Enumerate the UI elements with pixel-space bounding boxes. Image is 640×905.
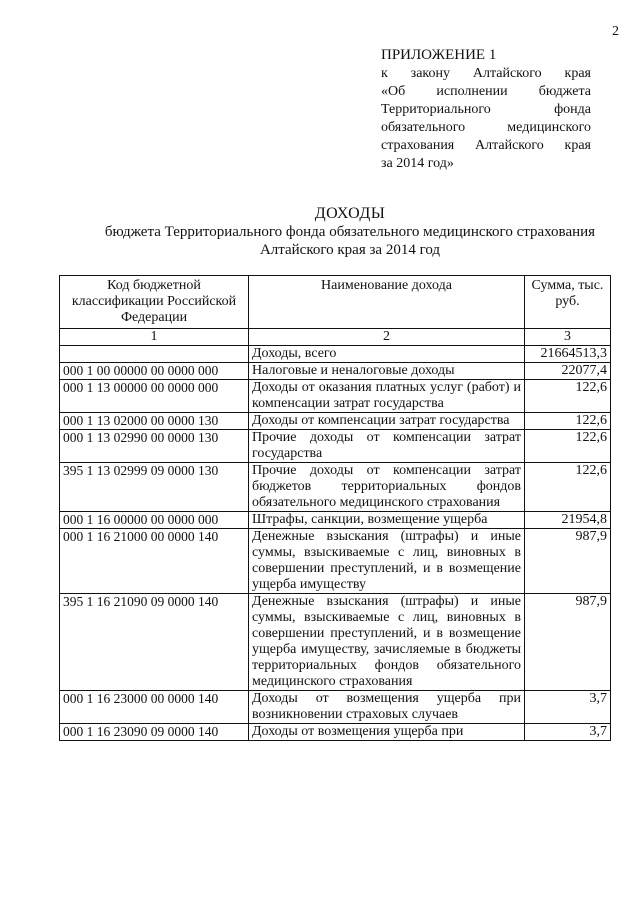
- name-cell: Доходы от возмещения ущерба при возникновении страховых случаев: [249, 691, 525, 724]
- appendix-line: обязательного медицинского: [381, 120, 591, 135]
- code-cell: 395 1 13 02999 09 0000 130: [60, 463, 249, 512]
- header-code: Код бюджетной классификации Российской Федерации: [60, 276, 249, 329]
- name-cell: Доходы от возмещения ущерба при: [249, 724, 525, 741]
- code-cell: 395 1 16 21090 09 0000 140: [60, 594, 249, 691]
- name-cell: Доходы от оказания платных услуг (работ) и компенсации затрат государства: [249, 380, 525, 413]
- appendix-line: страхования Алтайского края: [381, 138, 591, 153]
- name-cell: Денежные взыскания (штрафы) и иные суммы, взыскиваемые с лиц, виновных в совершении преступлений, и в возмещение ущерба имуществу, зачисляемые в бюджеты территориальных фондов обязательного медицинского страхования: [249, 594, 525, 691]
- code-cell: 000 1 13 02000 00 0000 130: [60, 413, 249, 430]
- column-number: 1: [60, 329, 249, 346]
- amount-cell: 3,7: [525, 691, 611, 724]
- title-main: ДОХОДЫ: [314, 205, 386, 222]
- code-cell: 000 1 16 21000 00 0000 140: [60, 529, 249, 594]
- amount-cell: 987,9: [525, 594, 611, 691]
- amount-cell: 21954,8: [525, 512, 611, 529]
- title-line-1: бюджета Территориального фонда обязательного медицинского страхования: [104, 224, 596, 240]
- table-row: [60, 724, 611, 741]
- title-line-2: Алтайского края за 2014 год: [259, 242, 441, 258]
- table-row: [60, 594, 611, 691]
- appendix-line: Территориального фонда: [381, 102, 591, 117]
- page-number: 2: [612, 24, 619, 39]
- amount-cell: 21664513,3: [525, 346, 611, 363]
- amount-cell: 122,6: [525, 463, 611, 512]
- code-cell: 000 1 13 02990 00 0000 130: [60, 430, 249, 463]
- table-header-row: [60, 276, 611, 329]
- table-row: [60, 529, 611, 594]
- appendix-block: [381, 46, 591, 173]
- appendix-heading: ПРИЛОЖЕНИЕ 1: [381, 47, 497, 63]
- name-cell: Налоговые и неналоговые доходы: [249, 363, 525, 380]
- name-cell: Денежные взыскания (штрафы) и иные суммы, взыскиваемые с лиц, виновных в совершении преступлений, и в возмещение ущерба имуществу: [249, 529, 525, 594]
- code-cell: 000 1 16 23000 00 0000 140: [60, 691, 249, 724]
- amount-cell: 122,6: [525, 380, 611, 413]
- document-title: [60, 205, 640, 259]
- code-cell: 000 1 16 00000 00 0000 000: [60, 512, 249, 529]
- table-row: [60, 346, 611, 363]
- name-cell: Прочие доходы от компенсации затрат бюджетов территориальных фондов обязательного медицинского страхования: [249, 463, 525, 512]
- amount-cell: 987,9: [525, 529, 611, 594]
- amount-cell: 3,7: [525, 724, 611, 741]
- column-number: 3: [525, 329, 611, 346]
- name-cell: Доходы от компенсации затрат государства: [249, 413, 525, 430]
- code-cell: 000 1 13 00000 00 0000 000: [60, 380, 249, 413]
- amount-cell: 122,6: [525, 413, 611, 430]
- name-cell: Штрафы, санкции, возмещение ущерба: [249, 512, 525, 529]
- amount-cell: 122,6: [525, 430, 611, 463]
- table-row: [60, 463, 611, 512]
- appendix-line: за 2014 год»: [381, 156, 454, 171]
- revenue-table: [59, 275, 611, 741]
- name-cell: Прочие доходы от компенсации затрат государства: [249, 430, 525, 463]
- appendix-line: «Об исполнении бюджета: [381, 84, 591, 99]
- header-name: Наименование дохода: [249, 276, 525, 329]
- header-amount: Сумма, тыс. руб.: [525, 276, 611, 329]
- code-cell: 000 1 00 00000 00 0000 000: [60, 363, 249, 380]
- table-row: [60, 413, 611, 430]
- column-numbers-row: [60, 329, 611, 346]
- name-cell: Доходы, всего: [249, 346, 525, 363]
- amount-cell: 22077,4: [525, 363, 611, 380]
- table-row: [60, 363, 611, 380]
- table-row: [60, 430, 611, 463]
- table-row: [60, 691, 611, 724]
- code-cell: [60, 346, 249, 363]
- column-number: 2: [249, 329, 525, 346]
- code-cell: 000 1 16 23090 09 0000 140: [60, 724, 249, 741]
- table-row: [60, 380, 611, 413]
- appendix-line: к закону Алтайского края: [381, 66, 591, 81]
- table-row: [60, 512, 611, 529]
